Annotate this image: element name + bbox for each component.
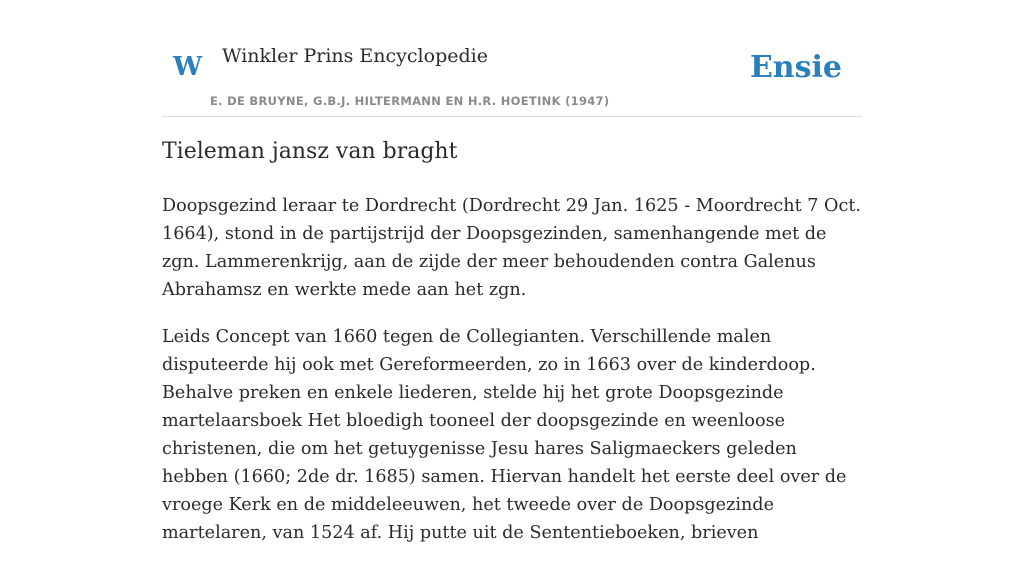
ensie-brand-logo[interactable]: Ensie — [749, 50, 842, 85]
page — [162, 0, 862, 543]
article-paragraph-1: Doopsgezind leraar te Dordrecht (Dordrecht 29 Jan. 1625 - Moordrecht 7 Oct. 1664), stond in de partijstrijd der Doopsgezinden, samenhangende met de zgn. Lammerenkrijg, aan de zijde der meer behoudenden contra Galenus Abrahamsz en werkte mede aan het zgn. — [162, 196, 861, 300]
publication-authors: E. DE BRUYNE, G.B.J. HILTERMANN EN H.R. HOETINK (1947) — [210, 94, 610, 108]
site-header — [162, 0, 862, 117]
winkler-prins-logo[interactable]: W — [173, 52, 203, 82]
article-paragraph-2: Leids Concept van 1660 tegen de Collegianten. Verschillende malen disputeerde hij ook met Gereformeerden, zo in 1663 over de kinderdoop. Behalve preken en enkele liederen, stelde hij het grote Doopsgezinde martelaarsboek Het bloedigh tooneel der doopsgezinde en weenloose christenen, die om het getuygenisse Jesu hares Saligmaeckers geleden hebben (1660; 2de dr. 1685) samen. Hiervan handelt het eerste deel over de vroege Kerk en de middeleeuwen, het tweede over de Doopsgezinde martelaren, van 1524 af. Hij putte uit de Sententieboeken, brieven — [162, 327, 847, 543]
article-title: Tieleman jansz van braght — [162, 139, 458, 164]
publication-title[interactable]: Winkler Prins Encyclopedie — [222, 45, 488, 67]
article-body — [162, 192, 862, 566]
